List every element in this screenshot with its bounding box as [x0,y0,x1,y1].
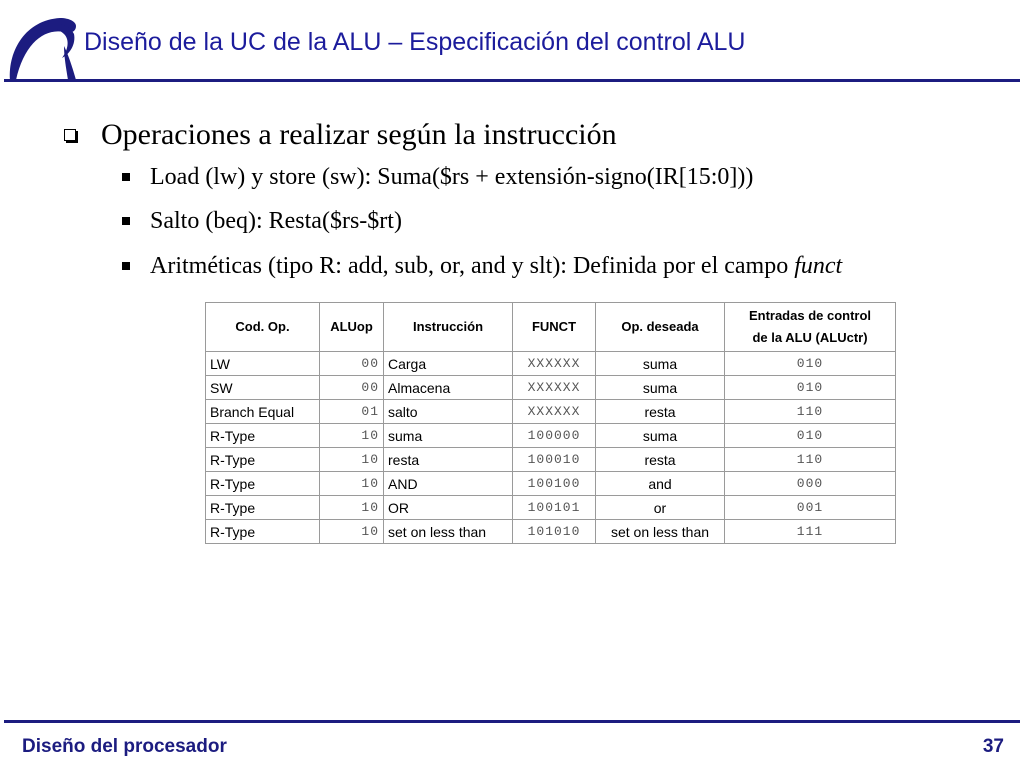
cell-instruccion: suma [384,424,513,448]
cell-op-deseada: suma [596,424,725,448]
cell-aluop: 01 [320,400,384,424]
cell-cod-op: SW [206,376,320,400]
header-divider [4,79,1020,82]
header-cod-op: Cod. Op. [206,303,320,352]
alu-control-table [205,302,896,544]
cell-cod-op: R-Type [206,472,320,496]
cell-instruccion: OR [384,496,513,520]
header-funct: FUNCT [513,303,596,352]
cell-funct: 100000 [513,424,596,448]
sub-bullet-text: Salto (beq): Resta($rs-$rt) [150,208,402,234]
checkbox-bullet-icon [64,129,76,141]
cell-aluop: 10 [320,520,384,544]
cell-cod-op: Branch Equal [206,400,320,424]
cell-aluop: 10 [320,448,384,472]
cell-cod-op: R-Type [206,520,320,544]
main-bullet-text: Operaciones a realizar según la instrucción [101,118,617,151]
cell-cod-op: LW [206,352,320,376]
cell-instruccion: Carga [384,352,513,376]
funct-italic: funct [794,253,843,279]
cell-instruccion: AND [384,472,513,496]
table-row [206,448,896,472]
cell-aluctr: 010 [725,376,896,400]
cell-op-deseada: suma [596,376,725,400]
square-bullet-icon [122,173,130,181]
page-title: Diseño de la UC de la ALU – Especificación del control ALU [84,28,746,56]
table-row [206,352,896,376]
table-row [206,376,896,400]
cell-funct: 101010 [513,520,596,544]
cell-aluop: 00 [320,376,384,400]
cell-aluctr: 111 [725,520,896,544]
cell-aluop: 10 [320,472,384,496]
cell-funct: 100100 [513,472,596,496]
cell-op-deseada: or [596,496,725,520]
cell-op-deseada: suma [596,352,725,376]
cell-aluctr: 010 [725,352,896,376]
cell-aluop: 00 [320,352,384,376]
cell-aluop: 10 [320,424,384,448]
table-row [206,472,896,496]
cell-instruccion: Almacena [384,376,513,400]
cell-cod-op: R-Type [206,424,320,448]
square-bullet-icon [122,217,130,225]
header-aluop: ALUop [320,303,384,352]
table-row [206,400,896,424]
cell-aluctr: 010 [725,424,896,448]
page-number: 37 [982,736,1004,757]
cell-funct: 100101 [513,496,596,520]
cell-aluctr: 110 [725,400,896,424]
table-row [206,424,896,448]
square-bullet-icon [122,262,130,270]
sub-bullet-text: Load (lw) y store (sw): Suma($rs + extensión-signo(IR[15:0])) [150,164,754,190]
cell-funct: 100010 [513,448,596,472]
cell-funct: XXXXXX [513,376,596,400]
cell-op-deseada: resta [596,448,725,472]
sub-bullet-text: Aritméticas (tipo R: add, sub, or, and y slt): Definida por el campo funct [150,253,843,279]
cell-funct: XXXXXX [513,352,596,376]
cell-aluop: 10 [320,496,384,520]
cell-instruccion: resta [384,448,513,472]
cell-cod-op: R-Type [206,496,320,520]
cell-op-deseada: set on less than [596,520,725,544]
footer-divider [4,720,1020,723]
footer-course-title: Diseño del procesador [22,736,227,757]
header-instruccion: Instrucción [384,303,513,352]
header-aluctr: Entradas de control de la ALU (ALUctr) [725,303,896,352]
cell-op-deseada: and [596,472,725,496]
cell-aluctr: 001 [725,496,896,520]
table-row [206,496,896,520]
cell-instruccion: set on less than [384,520,513,544]
cell-funct: XXXXXX [513,400,596,424]
header-op-deseada: Op. deseada [596,303,725,352]
table-row [206,520,896,544]
cell-op-deseada: resta [596,400,725,424]
cell-aluctr: 110 [725,448,896,472]
cell-cod-op: R-Type [206,448,320,472]
cell-aluctr: 000 [725,472,896,496]
table-header-row [206,303,896,352]
cell-instruccion: salto [384,400,513,424]
swoosh-logo-icon [4,10,78,82]
